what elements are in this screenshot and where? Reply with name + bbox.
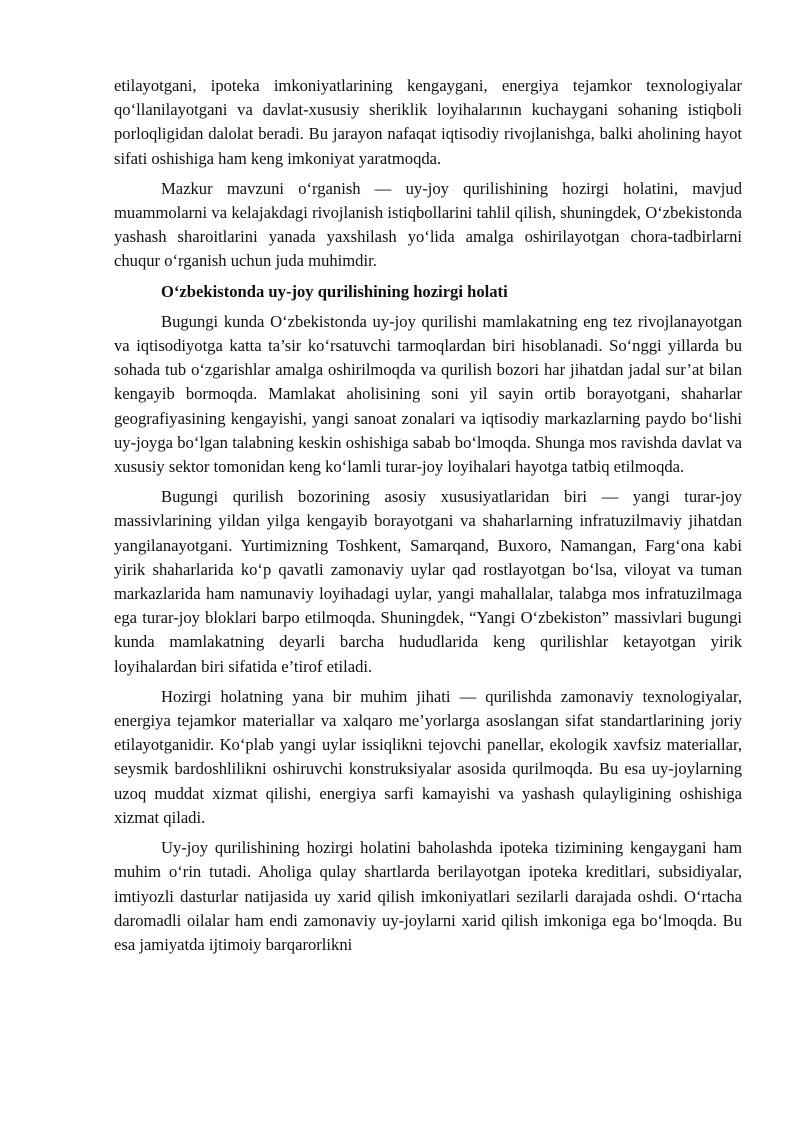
section-heading: O‘zbekistonda uy-joy qurilishining hozirgi holati [161,281,508,301]
paragraph-study-purpose: Mazkur mavzuni o‘rganish — uy-joy qurilishining hozirgi holatini, mavjud muammolarni va kelajakdagi rivojlanish istiqbollarini tahlil qilish, shuningdek, O‘zbekistonda yashash sharoitlarini yanada yaxshilash yo‘lida amalga oshirilayotgan chora-tadbirlarni chuqur o‘rganish uchun juda muhimdir. [114,178,742,271]
paragraph-intro-continuation: etilayotgani, ipoteka imkoniyatlarining kengaygani, energiya tejamkor texnologiyalar qo‘llanilayotgani va davlat-xususiy sheriklik loyihalarının kuchaygani sohaning istiqboli porloqligidan dalolat beradi. Bu jarayon nafaqat iqtisodiy rivojlanishga, balki aholining hayot sifati oshishiga ham keng imkoniyat yaratmoqda. [114,76,742,168]
paragraph-mortgage: Uy-joy qurilishining hozirgi holatini baholashda ipoteka tizimining kengaygani ham muhim o‘rin tutadi. Aholiga qulay shartlarda berilayotgan ipoteka kreditlari, subsidiyalar, imtiyozli dasturlar natijasida uy xarid qilish imkoniyatlari sezilarli darajada oshdi. O‘rtacha daromadli oilalar ham endi zamonaviy uy-joylarni xarid qilish imkoniga ega bo‘lmoqda. Bu esa jamiyatda ijtimoiy barqarorlikni [114,838,742,954]
document-page [114,74,742,963]
paragraph-current-state: Bugungi kunda O‘zbekistonda uy-joy qurilishi mamlakatning eng tez rivojlanayotgan va iqtisodiyotga katta ta’sir ko‘rsatuvchi tarmoqlardan biri hisoblanadi. So‘nggi yillarda bu sohada tub o‘zgarishlar amalga oshirilmoqda va qurilish bozori har jihatdan jadal sur’at bilan kengayib bormoqda. Mamlakat aholisining soni yil sayin ortib borayotgani, shaharlar geografiyasining kengayishi, yangi sanoat zonalari va iqtisodiy markazlarning paydo bo‘lishi uy-joyga bo‘lgan talabning keskin oshishiga sabab bo‘lmoqda. Shunga mos ravishda davlat va xususiy sektor tomonidan keng ko‘lamli turar-joy loyihalari hayotga tatbiq etilmoqda. [114,311,742,477]
paragraph-technologies: Hozirgi holatning yana bir muhim jihati — qurilishda zamonaviy texnologiyalar, energiya tejamkor materiallar va xalqaro me’yorlarga asoslangan sifat standartlarining joriy etilayotganidir. Ko‘plab yangi uylar issiqlikni tejovchi panellar, ekologik xavfsiz materiallar, seysmik bardoshlilikni oshiruvchi konstruksiyalar asosida qurilmoqda. Bu esa uy-joylarning uzoq muddat xizmat qilishi, energiya sarfi kamayishi va yashash qulayligining oshishiga xizmat qiladi. [114,686,742,827]
paragraph-market-features: Bugungi qurilish bozorining asosiy xususiyatlaridan biri — yangi turar-joy massivlarining yildan yilga kengayib borayotgani va shaharlarning infratuzilmaviy jihatdan yangilanayotgani. Yurtimizning Toshkent, Samarqand, Buxoro, Namangan, Farg‘ona kabi yirik shaharlarida ko‘p qavatli zamonaviy uylar qad rostlayotgan bo‘lsa, viloyat va tuman markazlarida ham namunaviy loyihadagi uylar, yangi mahallalar, talabga mos infratuzilmaga ega turar-joy bloklari barpo etilmoqda. Shuningdek, “Yangi O‘zbekiston” massivlari bugungi kunda mamlakatning deyarli barcha hududlarida keng qurilishlar ketayotgan yirik loyihalardan biri sifatida e’tirof etiladi. [114,487,742,676]
